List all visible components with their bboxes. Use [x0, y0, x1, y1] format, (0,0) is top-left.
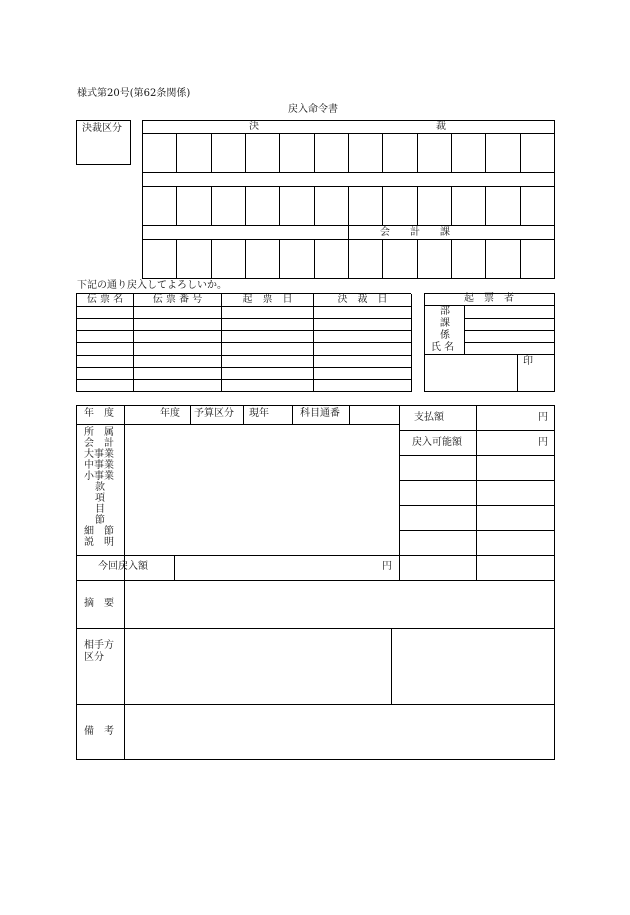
table-cell [77, 319, 134, 331]
remarks-label: 備 考 [84, 726, 114, 737]
table-cell [314, 331, 412, 343]
counterparty-label-2: 区分 [84, 652, 104, 663]
issuer-header: 起 票 者 [464, 293, 514, 304]
divider [348, 226, 349, 239]
paid-amount-yen: 円 [538, 412, 548, 423]
divider [399, 405, 400, 580]
table-cell [314, 380, 412, 392]
fiscal-year-label: 年度 [160, 408, 180, 419]
account-code-label: 科目通番 [300, 408, 340, 419]
current-year-label: 現年 [249, 408, 269, 419]
refundable-amount-label: 戻入可能額 [412, 437, 462, 448]
approval-category-box [76, 120, 131, 165]
table-cell [77, 331, 134, 343]
table-cell [77, 380, 134, 392]
budget-item-labels [84, 427, 118, 548]
divider [349, 405, 350, 424]
item-label-description: 説 明 [84, 537, 114, 548]
item-label-account: 会 計 [84, 438, 114, 449]
divider [124, 580, 125, 760]
table-cell [222, 319, 314, 331]
divider [174, 555, 175, 580]
table-cell [134, 356, 222, 368]
voucher-table [76, 293, 411, 392]
document-title: 戻入命令書 [288, 104, 338, 115]
table-cell [134, 343, 222, 355]
table-cell [314, 307, 412, 319]
refundable-amount-yen: 円 [538, 437, 548, 448]
table-cell [77, 307, 134, 319]
item-label-major-project: 大事業 [84, 449, 114, 460]
approval-category-label: 決裁区分 [82, 123, 122, 134]
item-label-kan: 款 [95, 482, 105, 493]
divider [424, 354, 555, 355]
budget-table [76, 405, 555, 760]
divider [464, 330, 555, 331]
table-cell [314, 356, 412, 368]
divider [391, 628, 392, 704]
divider [517, 354, 518, 392]
table-cell [222, 368, 314, 380]
table-cell [222, 331, 314, 343]
table-cell [134, 331, 222, 343]
request-text: 下記の通り戻入してよろしいか。 [77, 280, 227, 291]
approval-header-right: 裁 [436, 121, 446, 132]
table-cell [222, 380, 314, 392]
divider [76, 580, 555, 581]
approval-stamp-row-1 [142, 133, 555, 173]
item-label-minor-project: 小事業 [84, 471, 114, 482]
issuer-unit-label: 係 [440, 330, 450, 341]
item-label-affiliation: 所 属 [84, 427, 114, 438]
table-cell [134, 319, 222, 331]
table-cell [77, 368, 134, 380]
item-label-setsu: 節 [95, 515, 105, 526]
counterparty-label-1: 相手方 [84, 640, 114, 651]
voucher-header-issue-date: 起 票 日 [222, 294, 314, 307]
divider [399, 430, 555, 431]
divider [399, 455, 555, 456]
table-cell [77, 343, 134, 355]
divider [243, 405, 244, 424]
divider [76, 555, 555, 556]
issuer-name-label: 氏 名 [431, 342, 455, 353]
issuer-section-label: 課 [440, 318, 450, 329]
year-label: 年 度 [84, 408, 114, 419]
item-label-kou: 項 [95, 493, 105, 504]
divider [292, 405, 293, 424]
approval-header-left: 決 [249, 121, 259, 132]
divider [399, 480, 555, 481]
budget-category-label: 予算区分 [194, 408, 234, 419]
accounting-label: 会 計 課 [380, 227, 450, 238]
table-cell [222, 307, 314, 319]
divider [190, 405, 191, 424]
divider [76, 704, 555, 705]
table-cell [222, 356, 314, 368]
form-number: 様式第20号(第62条関係) [77, 88, 191, 99]
table-cell [134, 307, 222, 319]
table-cell [77, 356, 134, 368]
item-label-moku: 目 [95, 504, 105, 515]
table-cell [134, 380, 222, 392]
seal-label: 印 [523, 356, 533, 367]
divider [464, 305, 465, 354]
table-cell [222, 343, 314, 355]
divider [76, 628, 555, 629]
item-label-mid-project: 中事業 [84, 460, 114, 471]
current-refund-label: 今回戻入額 [98, 561, 148, 572]
divider [476, 405, 477, 580]
current-refund-yen: 円 [382, 561, 392, 572]
table-cell [314, 319, 412, 331]
divider [399, 505, 555, 506]
approval-stamp-row-3 [142, 239, 555, 279]
table-cell [314, 368, 412, 380]
divider [399, 530, 555, 531]
divider [464, 318, 555, 319]
paid-amount-label: 支払額 [414, 412, 444, 423]
voucher-header-number: 伝 票 番 号 [134, 294, 222, 307]
voucher-header-name: 伝 票 名 [77, 294, 134, 307]
table-cell [314, 343, 412, 355]
approval-stamp-row-2 [142, 186, 555, 226]
item-label-saisetsu: 細 節 [84, 526, 114, 537]
voucher-header-approval-date: 決 裁 日 [314, 294, 412, 307]
summary-label: 摘 要 [84, 598, 114, 609]
divider [464, 342, 555, 343]
table-cell [134, 368, 222, 380]
issuer-dept-label: 部 [440, 306, 450, 317]
divider [124, 405, 125, 580]
